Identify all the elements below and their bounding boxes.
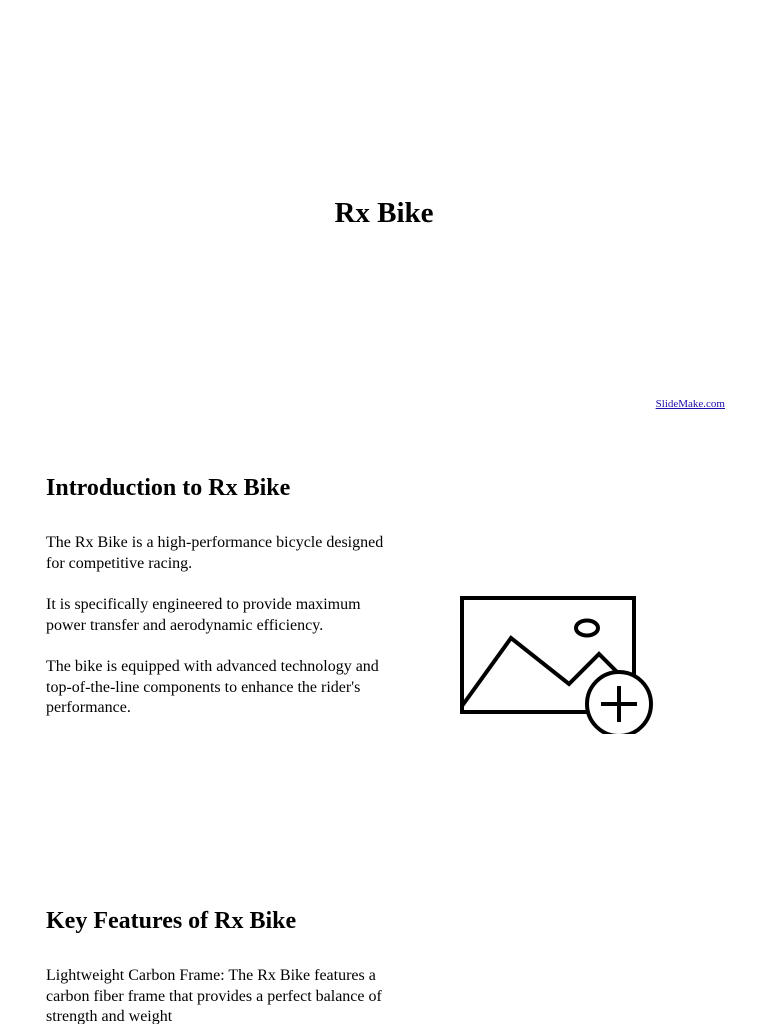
intro-paragraph: It is specifically engineered to provide maximum power transfer and aerodynamic efficiency. (46, 596, 361, 634)
intro-paragraph: The Rx Bike is a high-performance bicycle designed for competitive racing. (46, 534, 384, 572)
page-title: Rx Bike (334, 197, 434, 229)
features-paragraphs (46, 966, 386, 1024)
intro-paragraphs (46, 533, 386, 740)
add-image-icon (459, 594, 659, 734)
intro-paragraph: The bike is equipped with advanced technology and top-of-the-line components to enhance the rider's performance. (46, 658, 379, 716)
features-paragraph: Lightweight Carbon Frame: The Rx Bike features a carbon fiber frame that provides a perfect balance of strength and weight (46, 967, 382, 1024)
features-heading: Key Features of Rx Bike (46, 908, 297, 934)
intro-heading: Introduction to Rx Bike (46, 475, 291, 501)
image-placeholder (459, 594, 659, 734)
slidemake-link[interactable]: SlideMake.com (655, 398, 725, 410)
